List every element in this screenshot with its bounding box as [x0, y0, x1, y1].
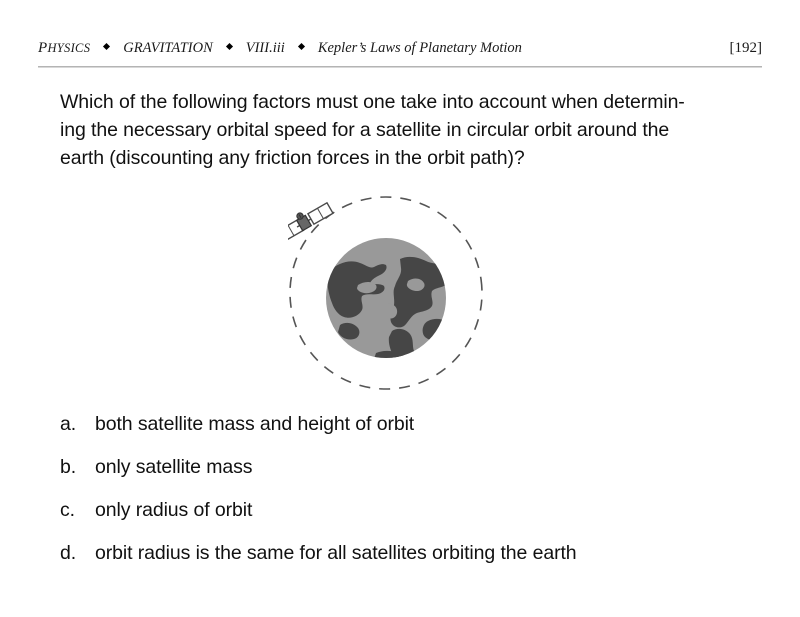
answer-text-b: only satellite mass — [95, 456, 253, 478]
answer-label-c: c. — [60, 499, 75, 521]
question-line-1: Which of the following factors must one take into account when determin- — [60, 91, 685, 113]
answer-choices-list — [60, 412, 760, 584]
running-head-subject-text: HYSICS — [47, 41, 91, 55]
diamond-bullet-icon — [226, 43, 233, 50]
answer-label-d: d. — [60, 542, 77, 564]
question-line-2: ing the necessary orbital speed for a satellite in circular orbit around the — [60, 119, 670, 141]
running-head — [38, 40, 762, 64]
page-number: [192] — [729, 40, 762, 56]
running-head-section: VIII.iii — [245, 40, 285, 56]
question-line-3: earth (discounting any friction forces in the orbit path)? — [60, 147, 525, 169]
satellite-orbiting-earth-figure — [288, 193, 488, 393]
diamond-bullet-icon — [298, 43, 305, 50]
running-head-subject: PHYSICS — [38, 40, 91, 56]
question-text — [60, 88, 740, 172]
answer-text-c: only radius of orbit — [95, 499, 253, 521]
answer-label-a: a. — [60, 413, 77, 435]
answer-choice-c[interactable] — [60, 498, 760, 522]
answer-label-b: b. — [60, 456, 77, 478]
running-head-title: Kepler’s Laws of Planetary Motion — [317, 40, 522, 56]
answer-text-d: orbit radius is the same for all satellites orbiting the earth — [95, 542, 577, 564]
answer-choice-d[interactable] — [60, 541, 760, 565]
answer-choice-a[interactable] — [60, 412, 760, 436]
running-head-topic: GRAVITATION — [123, 40, 213, 56]
answer-text-a: both satellite mass and height of orbit — [95, 413, 415, 435]
answer-choice-b[interactable] — [60, 455, 760, 479]
diamond-bullet-icon — [103, 43, 110, 50]
satellite-icon — [288, 198, 333, 241]
running-head-rule — [38, 66, 762, 68]
